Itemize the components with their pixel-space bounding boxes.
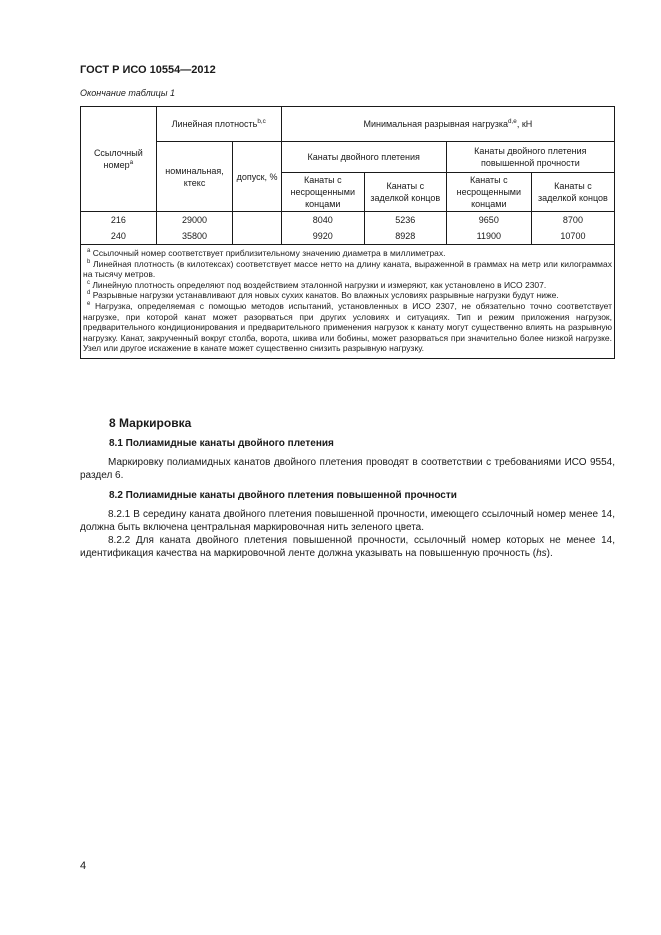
header-tolerance: допуск, % [233, 142, 281, 212]
cell-hs-spliced: 8700 [531, 212, 614, 229]
table-caption: Окончание таблицы 1 [80, 88, 175, 98]
cell-hs-spliced: 10700 [531, 228, 614, 245]
section-8-title: 8 Маркировка [109, 416, 192, 430]
cell-nominal: 35800 [156, 228, 233, 245]
header-linear-density: Линейная плотность$^{b,c}$ [156, 107, 281, 142]
header-hs-unspliced: Канаты с несрощенными концами [446, 173, 531, 212]
table-row [81, 228, 615, 245]
header-unspliced: Канаты с несрощенными концами [281, 173, 364, 212]
cell-ref: 240 [81, 228, 157, 245]
footnote: $^e$ Нагрузка, определяемая с помощью методов испытаний, установленных в ИСО 2307, не обязательно точно соответствует нагрузке, при которой канат может разорваться при других условиях и ситуациях. Тип и режим приложения нагрузок, предварительного кондиционирования и предварительного применения нагрузок к канату могут существенно влиять на разрывную нагрузку. Канат, закрученный вокруг столба, ворота, шкива или бобины, может разорваться при значительно более низкой нагрузке. Узел или другое искажение в канате может существенно снизить разрывную нагрузку. [83, 300, 612, 354]
rope-table [80, 106, 615, 359]
document-header: ГОСТ Р ИСО 10554—2012 [80, 64, 216, 76]
section-8-2-1-text: 8.2.1 В середину каната двойного плетения повышенной прочности, имеющего ссылочный номер менее 14, должна быть включена центральная маркировочная нить зеленого цвета. [80, 509, 615, 533]
section-8-2-2-text: 8.2.2 Для каната двойного плетения повышенной прочности, ссылочный номер которых не менее 14, идентификация качества на маркировочной ленте должна указывать на повышенную прочность (hs). [80, 535, 615, 559]
footnote: $^b$ Линейная плотность (в килотексах) соответствует массе нетто на длину каната, выраженной в граммах на метр или килограммах на тысячу метров. [83, 258, 612, 280]
header-nominal: номинальная, ктекс [156, 142, 233, 212]
cell-double-spliced: 8928 [364, 228, 446, 245]
page-number: 4 [80, 860, 87, 872]
header-hs-spliced: Канаты с заделкой концов [531, 173, 614, 212]
section-8-1-text: Маркировку полиамидных канатов двойного плетения проводят в соответствии с требованиями ИСО 9554, раздел 6. [80, 457, 615, 481]
header-spliced: Канаты с заделкой концов [364, 173, 446, 212]
header-min-break-load: Минимальная разрывная нагрузка$^{d,e}$, кН [281, 107, 614, 142]
cell-double-spliced: 5236 [364, 212, 446, 229]
table-row [81, 212, 615, 229]
cell-hs-unspliced: 11900 [446, 228, 531, 245]
section-8-1-title: 8.1 Полиамидные канаты двойного плетения [109, 438, 334, 449]
cell-ref: 216 [81, 212, 157, 229]
cell-tolerance [233, 212, 281, 229]
footnote: $^d$ Разрывные нагрузки устанавливают для новых сухих канатов. Во влажных условиях разрывные нагрузки будут ниже. [87, 290, 559, 301]
cell-double-unspliced: 8040 [281, 212, 364, 229]
cell-double-unspliced: 9920 [281, 228, 364, 245]
cell-nominal: 29000 [156, 212, 233, 229]
section-8-2-title: 8.2 Полиамидные канаты двойного плетения повышенной прочности [109, 490, 457, 501]
table-footnotes [81, 245, 615, 359]
header-double-braid-hs: Канаты двойного плетения повышенной прочности [446, 142, 614, 173]
footnote: $^c$ Линейную плотность определяют под воздействием эталонной нагрузки и измеряют, как установлено в ИСО 2307. [87, 279, 547, 290]
cell-hs-unspliced: 9650 [446, 212, 531, 229]
footnote: $^a$ Ссылочный номер соответствует приблизительному значению диаметра в миллиметрах. [87, 248, 446, 258]
header-double-braid: Канаты двойного плетения [281, 142, 446, 173]
header-ref-number: Ссылочный номер$^a$ [81, 107, 157, 212]
cell-tolerance [233, 228, 281, 245]
